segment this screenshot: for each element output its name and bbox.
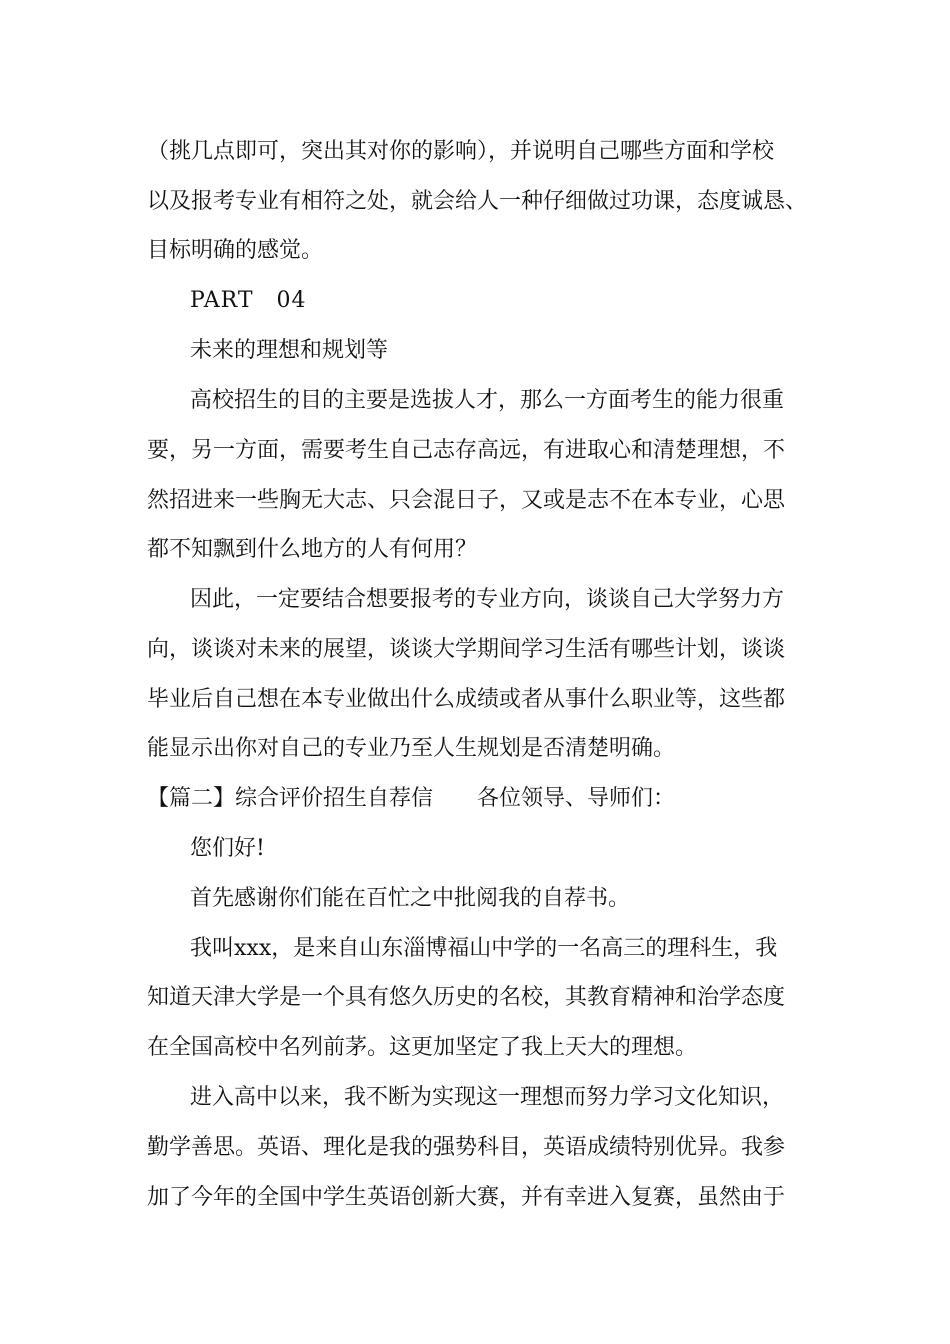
paragraph-line: 都不知飘到什么地方的人有何用？ bbox=[147, 537, 478, 562]
paragraph-line: 加了今年的全国中学生英语创新大赛，并有幸进入复赛，虽然由于 bbox=[147, 1185, 786, 1210]
paragraph-line: 以及报考专业有相符之处，就会给人一种仔细做过功课，态度诚恳、 bbox=[147, 189, 808, 214]
paragraph-line: 向，谈谈对未来的展望，谈谈大学期间学习生活有哪些计划，谈谈 bbox=[147, 637, 786, 662]
article-heading: 【篇二】综合评价招生自荐信 各位领导、导师们： bbox=[147, 786, 676, 811]
section-label: PART 04 bbox=[190, 288, 307, 313]
paragraph-line: 我叫xxx，是来自山东淄博福山中学的一名高三的理科生，我 bbox=[190, 936, 778, 961]
paragraph-line: 然招进来一些胸无大志、只会混日子，又或是志不在本专业，心思 bbox=[147, 488, 786, 513]
paragraph-line: 高校招生的目的主要是选拔人才，那么一方面考生的能力很重 bbox=[190, 388, 785, 413]
paragraph-line: 在全国高校中名列前茅。这更加坚定了我上天大的理想。 bbox=[147, 1035, 698, 1060]
paragraph-line: （挑几点即可，突出其对你的影响），并说明自己哪些方面和学校 bbox=[147, 139, 775, 164]
paragraph-line: 进入高中以来，我不断为实现这一理想而努力学习文化知识， bbox=[190, 1085, 785, 1110]
paragraph-line: 能显示出你对自己的专业乃至人生规划是否清楚明确。 bbox=[147, 736, 676, 761]
paragraph-line: 知道天津大学是一个具有悠久历史的名校，其教育精神和治学态度 bbox=[147, 985, 786, 1010]
paragraph-line: 毕业后自己想在本专业做出什么成绩或者从事什么职业等，这些都 bbox=[147, 687, 786, 712]
paragraph-line: 首先感谢你们能在百忙之中批阅我的自荐书。 bbox=[190, 886, 631, 911]
paragraph-line: 要，另一方面，需要考生自己志存高远，有进取心和清楚理想，不 bbox=[147, 438, 786, 463]
paragraph-line: 因此，一定要结合想要报考的专业方向，谈谈自己大学努力方 bbox=[190, 587, 785, 612]
section-heading: 未来的理想和规划等 bbox=[190, 338, 389, 363]
paragraph-line: 勤学善思。英语、理化是我的强势科目，英语成绩特别优异。我参 bbox=[147, 1135, 786, 1160]
greeting: 您们好! bbox=[190, 836, 265, 861]
paragraph-line: 目标明确的感觉。 bbox=[147, 238, 324, 263]
